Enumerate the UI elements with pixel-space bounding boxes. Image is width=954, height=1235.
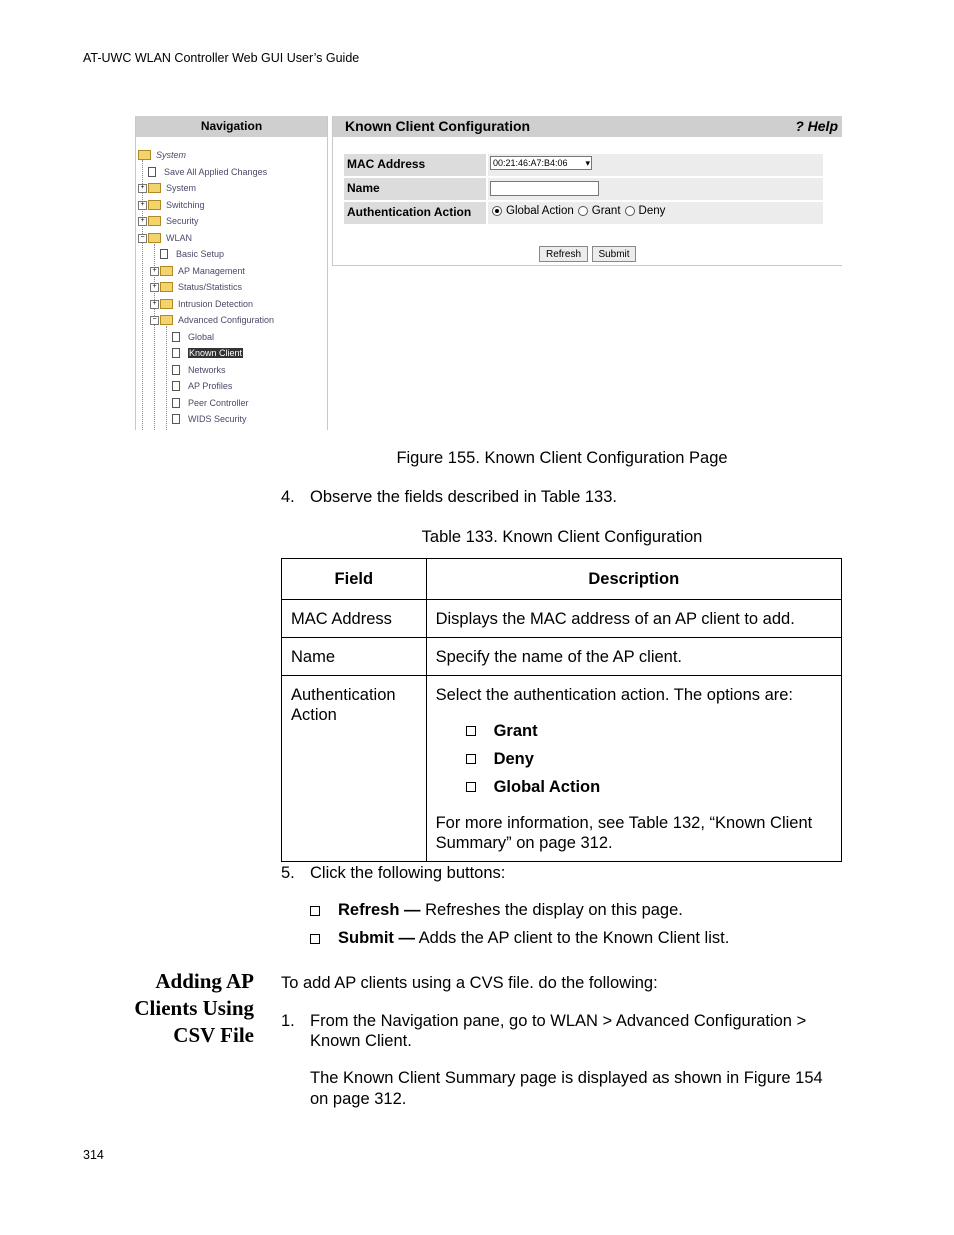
tree-item-global[interactable]: Global: [172, 331, 214, 343]
expand-icon[interactable]: +: [138, 201, 147, 210]
folder-icon: [160, 282, 173, 292]
radio-grant[interactable]: [578, 206, 588, 216]
page-icon: [160, 249, 168, 259]
tree-item-known-client[interactable]: Known Client: [172, 347, 243, 359]
section-intro: To add AP clients using a CVS file. do the following:: [281, 974, 658, 992]
mac-address-select[interactable]: [490, 156, 592, 170]
table-cell-description: Specify the name of the AP client.: [426, 638, 841, 676]
checkbox-bullet-icon: [310, 934, 320, 944]
config-title: Known Client Configuration: [345, 118, 531, 134]
tree-item-wlan[interactable]: − WLAN: [138, 232, 192, 244]
tree-item-basic-setup[interactable]: Basic Setup: [160, 248, 224, 260]
tree-item-status-statistics[interactable]: + Status/Statistics: [150, 281, 242, 293]
tree-item-save-all[interactable]: Save All Applied Changes: [148, 166, 267, 178]
mac-address-row: [344, 154, 823, 176]
page-icon: [172, 365, 180, 375]
page-icon: [172, 332, 180, 342]
page-icon: [172, 398, 180, 408]
refresh-term: Refresh —: [338, 901, 421, 919]
list-item: [310, 900, 683, 920]
section-heading: [100, 968, 254, 1049]
name-row: [344, 178, 823, 200]
radio-global-action[interactable]: [492, 206, 502, 216]
list-item: [436, 773, 832, 801]
section-heading-line: CSV File: [173, 1023, 254, 1047]
table-row: [282, 638, 842, 676]
help-link[interactable]: ? Help: [795, 118, 838, 134]
folder-icon: [160, 266, 173, 276]
table-row: [282, 676, 842, 862]
step-4-text: Observe the fields described in Table 133.: [310, 488, 617, 506]
collapse-icon[interactable]: −: [150, 316, 159, 325]
submit-term: Submit —: [338, 929, 415, 947]
option-grant: Grant: [493, 722, 538, 740]
authentication-action-radio-group: [492, 205, 669, 217]
tree-item-peer-controller[interactable]: Peer Controller: [172, 397, 249, 409]
checkbox-bullet-icon: [466, 754, 476, 764]
step-1-line-1: From the Navigation pane, go to WLAN > Advanced Configuration >: [310, 1012, 807, 1030]
list-item: [436, 717, 832, 745]
table-header-row: [282, 559, 842, 600]
auth-option-list: [436, 717, 832, 801]
running-header: AT-UWC WLAN Controller Web GUI User’s Guide: [83, 51, 360, 65]
tree-item-ap-profiles[interactable]: AP Profiles: [172, 380, 232, 392]
name-cell: [488, 178, 823, 200]
tree-item-wids-security[interactable]: WIDS Security: [172, 413, 247, 425]
option-global-action: Global Action: [493, 778, 601, 796]
folder-open-icon: [160, 315, 173, 325]
tree-item-intrusion-detection[interactable]: + Intrusion Detection: [150, 298, 253, 310]
name-label: Name: [344, 178, 486, 200]
expand-icon[interactable]: +: [150, 283, 159, 292]
table-caption: Table 133. Known Client Configuration: [421, 528, 703, 546]
known-client-table: [281, 558, 842, 862]
table-cell-description: Displays the MAC address of an AP client to add.: [426, 600, 841, 638]
config-pane: [332, 116, 842, 266]
summary-paragraph-line-2: on page 312.: [310, 1090, 407, 1108]
expand-icon[interactable]: +: [150, 300, 159, 309]
tree-item-system[interactable]: + System: [138, 182, 196, 194]
step-5-text: Click the following buttons:: [310, 864, 506, 882]
radio-label-global-action: Global Action: [506, 205, 574, 217]
authentication-action-label: Authentication Action: [344, 202, 486, 224]
tree-item-ap-management[interactable]: + AP Management: [150, 265, 245, 277]
name-input[interactable]: [490, 181, 599, 196]
auth-note-text: For more information, see Table 132, “Known Client Summary” on page 312.: [435, 814, 813, 852]
navigation-pane: [135, 116, 328, 430]
submit-button[interactable]: Submit: [592, 246, 636, 262]
auth-description-text: Select the authentication action. The options are:: [435, 686, 794, 704]
folder-icon: [160, 299, 173, 309]
step-1-line-2: Known Client.: [310, 1032, 412, 1050]
tree-item-security[interactable]: + Security: [138, 215, 199, 227]
table-cell-field: Authentication Action: [282, 676, 427, 862]
tree-item-advanced-configuration[interactable]: − Advanced Configuration: [150, 314, 274, 326]
list-item: [436, 745, 832, 773]
tree-item-switching[interactable]: + Switching: [138, 199, 205, 211]
table-cell-description: [426, 676, 841, 862]
page-icon: [172, 414, 180, 424]
mac-address-cell: [488, 154, 823, 176]
radio-deny[interactable]: [625, 206, 635, 216]
list-item: [310, 928, 729, 948]
step-1-number: 1.: [281, 1012, 295, 1030]
config-header: [333, 116, 842, 137]
folder-icon: [148, 216, 161, 226]
checkbox-bullet-icon: [310, 906, 320, 916]
folder-open-icon: [148, 233, 161, 243]
figure-caption: Figure 155. Known Client Configuration Page: [396, 449, 728, 467]
radio-label-deny: Deny: [638, 205, 666, 217]
expand-icon[interactable]: +: [150, 267, 159, 276]
refresh-description: Refreshes the display on this page.: [420, 901, 683, 919]
radio-label-grant: Grant: [591, 205, 621, 217]
submit-description: Adds the AP client to the Known Client list.: [415, 929, 730, 947]
step-5-number: 5.: [281, 864, 295, 882]
collapse-icon[interactable]: −: [138, 234, 147, 243]
section-heading-line: Clients Using: [134, 996, 254, 1020]
authentication-action-cell: [488, 202, 823, 224]
page-icon: [172, 348, 180, 358]
folder-open-icon: [138, 150, 151, 160]
page-icon: [148, 167, 156, 177]
page-icon: [172, 381, 180, 391]
step-4-number: 4.: [281, 488, 295, 506]
mac-address-value: 00:21:46:A7:B4:06: [493, 158, 568, 168]
tree-item-networks[interactable]: Networks: [172, 364, 226, 376]
table-cell-field: Name: [282, 638, 427, 676]
refresh-button[interactable]: Refresh: [539, 246, 588, 262]
summary-paragraph-line-1: The Known Client Summary page is displayed as shown in Figure 154: [310, 1069, 823, 1087]
expand-icon[interactable]: +: [138, 184, 147, 193]
checkbox-bullet-icon: [466, 782, 476, 792]
expand-icon[interactable]: +: [138, 217, 147, 226]
section-heading-line: Adding AP: [155, 969, 254, 993]
folder-icon: [148, 183, 161, 193]
table-cell-field: MAC Address: [282, 600, 427, 638]
folder-icon: [148, 200, 161, 210]
mac-address-label: MAC Address: [344, 154, 486, 176]
table-header-description: Description: [426, 559, 841, 600]
authentication-action-row: [344, 202, 823, 224]
chevron-down-icon: ▾: [585, 158, 590, 168]
page-number: 314: [83, 1148, 104, 1162]
table-row: [282, 600, 842, 638]
option-deny: Deny: [493, 750, 534, 768]
table-header-field: Field: [282, 559, 427, 600]
navigation-title: Navigation: [136, 116, 327, 137]
tree-item-system-root[interactable]: System: [138, 149, 186, 161]
checkbox-bullet-icon: [466, 726, 476, 736]
